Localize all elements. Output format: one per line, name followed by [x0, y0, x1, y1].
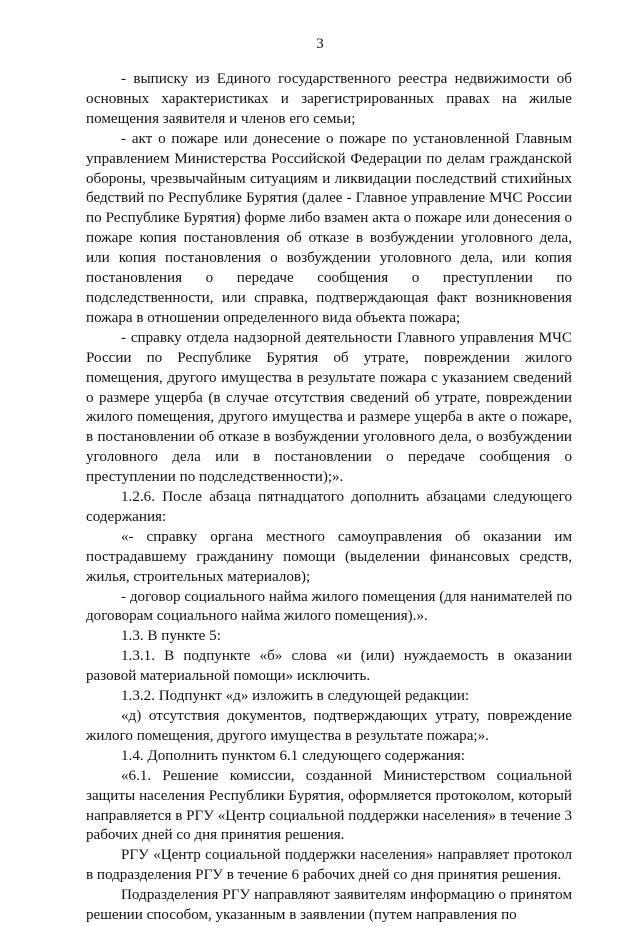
- paragraph: Подразделения РГУ направляют заявителям информацию о принятом решении способом, указанным в заявлении (путем направления по: [86, 887, 572, 924]
- paragraph: 1.3.1. В подпункте «б» слова «и (или) нуждаемость в оказании разовой материальной помощи» исключить.: [86, 648, 572, 685]
- paragraph: - договор социального найма жилого помещения (для нанимателей по договорам социального найма жилого помещения).».: [86, 588, 572, 625]
- paragraph: 1.3. В пункте 5:: [121, 628, 221, 645]
- paragraph: 1.4. Дополнить пунктом 6.1 следующего содержания:: [121, 747, 465, 764]
- paragraph: 1.3.2. Подпункт «д» изложить в следующей редакции:: [121, 688, 470, 705]
- paragraph: РГУ «Центр социальной поддержки населения» направляет протокол в подразделения РГУ в течение 6 рабочих дней со дня принятия решения.: [86, 847, 572, 884]
- paragraph: - акт о пожаре или донесение о пожаре по установленной Главным управлением Министерства Российской Федерации по делам гражданской обороны, чрезвычайным ситуациям и ликвидации последствий стихийных бедствий по Республике Бурятия (далее - Главное управление МЧС России по Республике Бурятия) форме либо взамен акта о пожаре или донесения о пожаре копия постановления об отказе в возбуждении уголовного дела, или копия постановления о возбуждении уголовного дела, или копия постановления о передаче сообщения о преступлении по подследственности, или справка, подтверждающая факт возникновения пожара в отношении определенного вида объекта пожара;: [86, 130, 572, 326]
- paragraph: - справку отдела надзорной деятельности Главного управления МЧС России по Республике Бурятия об утрате, повреждении жилого помещения, другого имущества в результате пожара с указанием сведений о размере ущерба (в случае отсутствия сведений об утрате, повреждении жилого помещения, другого имущества и размере ущерба в акте о пожаре, в постановлении об отказе в возбуждении уголовного дела, о возбуждении уголовного дела или в постановлении о передаче сообщения о преступлении по подследственности);».: [86, 329, 572, 486]
- page-number: 3: [316, 36, 324, 52]
- paragraph: «- справку органа местного самоуправления об оказании им пострадавшему гражданину помощи (выделении финансовых средств, жилья, строительных материалов);: [86, 528, 572, 585]
- paragraph: «6.1. Решение комиссии, созданной Министерством социальной защиты населения Республики Бурятия, оформляется протоколом, который направляется в РГУ «Центр социальной поддержки населения» в течение 3 рабочих дней со дня принятия решения.: [86, 767, 572, 844]
- paragraph: 1.2.6. После абзаца пятнадцатого дополнить абзацами следующего содержания:: [86, 489, 572, 525]
- paragraph: - выписку из Единого государственного реестра недвижимости об основных характеристиках и зарегистрированных правах на жилые помещения заявителя и членов его семьи;: [86, 71, 572, 127]
- document-body: [86, 70, 572, 926]
- paragraph: «д) отсутствия документов, подтверждающих утрату, повреждение жилого помещения, другого имущества в результате пожара;».: [86, 708, 572, 744]
